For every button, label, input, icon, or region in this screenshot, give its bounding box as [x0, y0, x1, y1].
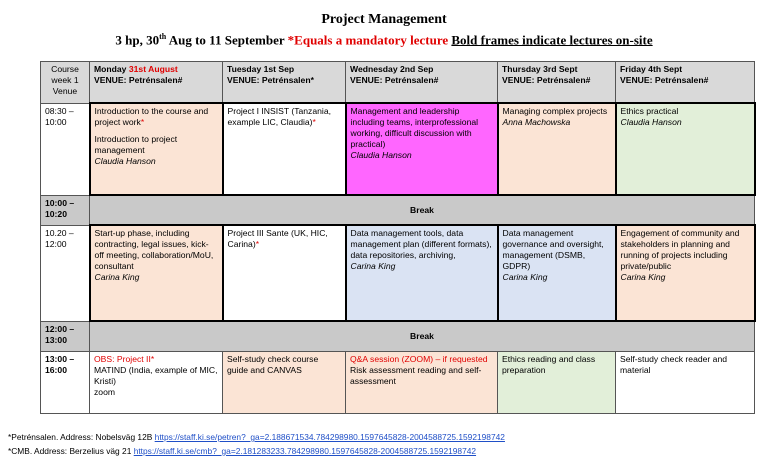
- mandatory-star: *: [140, 117, 145, 127]
- thursday-venue: VENUE: Petrénsalen#: [502, 75, 591, 85]
- subtitle-prefix: 3 hp, 30: [115, 32, 160, 48]
- table-row: [41, 225, 755, 321]
- break-row: [41, 321, 755, 351]
- time-slot: 12:00 – 13:00: [41, 321, 90, 351]
- session-title: MATIND (India, example of MIC, Kristi): [94, 364, 218, 386]
- session-title: Engagement of community and stakeholders in planning and running of projects including private/public: [620, 228, 740, 271]
- time-slot: 08:30 – 10:00: [41, 103, 90, 195]
- obs-note: OBS: Project II*: [94, 353, 155, 364]
- session-title: Project I INSIST (Tanzania, example LIC, Claudia): [227, 106, 331, 127]
- time-slot: 10:00 – 10:20: [41, 195, 90, 225]
- session-cell: [223, 225, 346, 321]
- session-cell: Self-study check reader and material: [616, 351, 755, 413]
- course-week-header: Course week 1 Venue: [41, 62, 90, 104]
- lecturer: Anna Machowska: [502, 117, 571, 127]
- document-subtitle: [0, 32, 768, 48]
- mandatory-star: *: [255, 239, 260, 249]
- session-title: Start-up phase, including contracting, legal issues, kick-off meeting, collaboration/MoU, consultant: [94, 228, 214, 271]
- lecturer: Carina King: [350, 261, 396, 271]
- header-row: [41, 62, 755, 104]
- monday-header: [90, 62, 223, 104]
- session-title: Ethics practical: [620, 106, 679, 116]
- session-cell: [498, 103, 616, 195]
- session-cell: [223, 103, 346, 195]
- footnote-text: *Petrénsalen. Address: Nobelsväg 12B: [8, 432, 155, 442]
- wednesday-venue: VENUE: Petrénsalen#: [350, 75, 439, 85]
- mandatory-star: *: [312, 117, 316, 127]
- friday-header: [616, 62, 755, 104]
- session-cell: [498, 225, 616, 321]
- tuesday-header: [223, 62, 346, 104]
- tuesday-label: Tuesday 1st Sep: [227, 64, 295, 74]
- table-row: [41, 351, 755, 413]
- break-label: Break: [90, 195, 755, 225]
- wednesday-header: [346, 62, 498, 104]
- qa-session-note: Q&A session (ZOOM) – if requested: [350, 353, 488, 364]
- session-cell: [616, 225, 755, 321]
- table-row: [41, 103, 755, 195]
- session-title: Risk assessment reading and self-assessment: [350, 364, 482, 386]
- subtitle-sup: th: [159, 32, 167, 41]
- session-cell: [90, 351, 223, 413]
- session-title: Introduction to the course and project work: [94, 106, 209, 127]
- cmb-link[interactable]: https://staff.ki.se/cmb?_ga=2.181283233.784298980.1597645828-2004588725.1592198742: [133, 446, 477, 456]
- lecturer: Claudia Hanson: [350, 150, 412, 160]
- footnote-cmb: [8, 446, 476, 456]
- session-cell: [346, 351, 498, 413]
- thursday-header: [498, 62, 616, 104]
- break-row: [41, 195, 755, 225]
- session-cell: [346, 225, 498, 321]
- session-title: Management and leadership including teams, interprofessional working, difficult discussion with practical): [350, 106, 479, 149]
- footnote-text: *CMB. Address: Berzelius väg 21: [8, 446, 134, 456]
- session-cell: [90, 103, 223, 195]
- lecturer: Carina King: [502, 272, 548, 282]
- lecturer: Claudia Hanson: [620, 117, 682, 127]
- session-cell: Self-study check course guide and CANVAS: [223, 351, 346, 413]
- petren-link[interactable]: https://staff.ki.se/petren?_ga=2.188671534.784298980.1597645828-2004588725.1592198742: [154, 432, 505, 442]
- time-slot: 13:00 – 16:00: [41, 351, 90, 413]
- friday-venue: VENUE: Petrénsalen#: [620, 75, 709, 85]
- bold-frame-note: Bold frames indicate lectures on-site: [451, 32, 653, 48]
- monday-venue: VENUE: Petrénsalen#: [94, 75, 183, 85]
- lecturer: Carina King: [620, 272, 666, 282]
- footnote-petren: [8, 432, 505, 442]
- zoom-note: zoom: [94, 386, 116, 397]
- mandatory-note: *Equals a mandatory lecture: [287, 32, 449, 48]
- thursday-label: Thursday 3rd Sept: [502, 64, 578, 74]
- tuesday-venue: VENUE: Petrénsalen*: [227, 75, 314, 85]
- lecturer: Claudia Hanson: [94, 156, 156, 166]
- subtitle-middle: Aug to 11 September: [166, 32, 288, 48]
- monday-date: 31st August: [128, 64, 178, 74]
- session-title: Data management tools, data management plan (different formats), data repositories, archiving,: [350, 228, 492, 260]
- session-cell: [616, 103, 755, 195]
- time-slot: 10.20 – 12:00: [41, 225, 90, 321]
- session-title: Data management governance and oversight, management (DSMB, GDPR): [502, 228, 604, 271]
- wednesday-label: Wednesday 2nd Sep: [350, 64, 434, 74]
- schedule-table: [40, 61, 756, 414]
- session-cell: [346, 103, 498, 195]
- session-title: Project III Sante (UK, HIC, Carina): [227, 228, 328, 249]
- session-title: Introduction to project management: [94, 134, 178, 155]
- friday-label: Friday 4th Sept: [620, 64, 683, 74]
- session-cell: Ethics reading and class preparation: [498, 351, 616, 413]
- monday-label: Monday: [94, 64, 129, 74]
- document-title: Project Management: [321, 12, 447, 27]
- break-label: Break: [90, 321, 755, 351]
- lecturer: Carina King: [94, 272, 140, 282]
- session-title: Managing complex projects: [502, 106, 608, 116]
- session-cell: [90, 225, 223, 321]
